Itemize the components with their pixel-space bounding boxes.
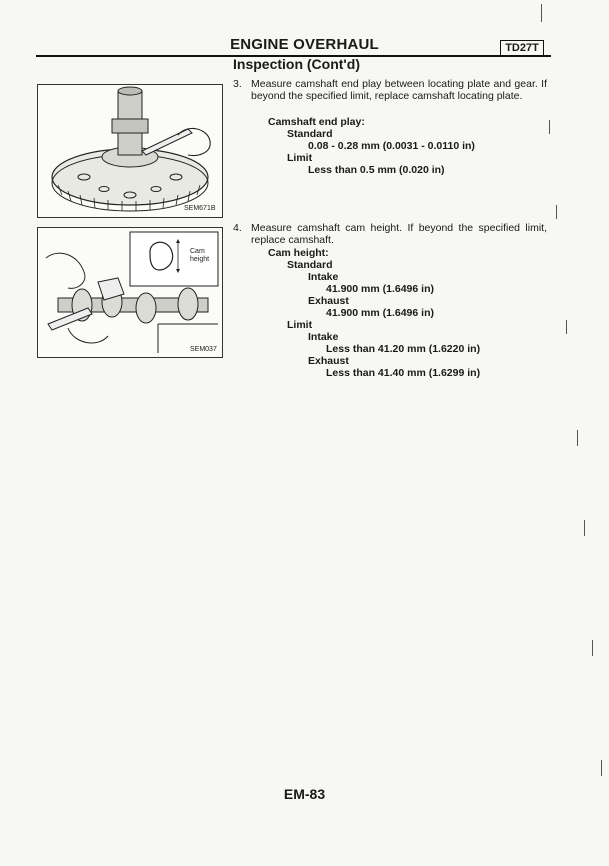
step-number: 3. <box>233 78 242 90</box>
figure-camshaft-end-play <box>37 84 223 218</box>
scan-edge-mark <box>541 4 542 22</box>
spec-std-intake-value: 41.900 mm (1.6496 in) <box>326 283 434 295</box>
spec-title-cam-height: Cam height: <box>268 247 329 259</box>
figure-code-sem671b: SEM671B <box>184 205 216 212</box>
step-4 <box>233 222 549 248</box>
scan-edge-mark <box>566 320 567 334</box>
spec-standard-label: Standard <box>287 259 333 271</box>
spec-lim-intake-value: Less than 41.20 mm (1.6220 in) <box>326 343 481 355</box>
step-text: Measure camshaft cam height. If beyond the specified limit, replace camshaft. <box>251 222 547 246</box>
spec-lim-intake-label: Intake <box>308 331 339 343</box>
spec-limit-value: Less than 0.5 mm (0.020 in) <box>308 164 445 176</box>
spec-limit-label: Limit <box>287 319 313 331</box>
spec-std-exhaust-value: 41.900 mm (1.6496 in) <box>326 307 434 319</box>
spec-standard-label: Standard <box>287 128 333 140</box>
spec-lim-exhaust-value: Less than 41.40 mm (1.6299 in) <box>326 367 481 379</box>
scan-edge-mark <box>549 120 550 134</box>
step-3 <box>233 78 549 116</box>
figure-cam-height <box>37 227 223 358</box>
section-title: Inspection (Cont'd) <box>233 56 360 72</box>
spec-lim-exhaust-label: Exhaust <box>308 355 349 367</box>
spec-title-end-play: Camshaft end play: <box>268 116 365 128</box>
scan-edge-mark <box>556 205 557 219</box>
spec-std-exhaust-label: Exhaust <box>308 295 349 307</box>
step-number: 4. <box>233 222 242 234</box>
scan-edge-mark <box>601 760 602 776</box>
page-number: EM-83 <box>283 786 326 802</box>
model-code-badge: TD27T <box>500 40 544 56</box>
scan-edge-mark <box>584 520 585 536</box>
spec-limit-label: Limit <box>287 152 313 164</box>
cam-height-label-line2: height <box>190 256 210 263</box>
cam-height-label-line1: Cam <box>190 248 205 255</box>
spec-std-intake-label: Intake <box>308 271 339 283</box>
figure-code-sem037: SEM037 <box>190 346 217 353</box>
scan-edge-mark <box>592 640 593 656</box>
step-text: Measure camshaft end play between locating plate and gear. If beyond the specified limit, replace camshaft locating plate. <box>251 78 547 102</box>
scan-edge-mark <box>577 430 578 446</box>
cam-height-label <box>190 248 220 264</box>
camshaft-gear-illustration <box>38 85 222 217</box>
page-header-title: ENGINE OVERHAUL <box>230 36 379 53</box>
spec-standard-value: 0.08 - 0.28 mm (0.0031 - 0.0110 in) <box>308 140 475 152</box>
